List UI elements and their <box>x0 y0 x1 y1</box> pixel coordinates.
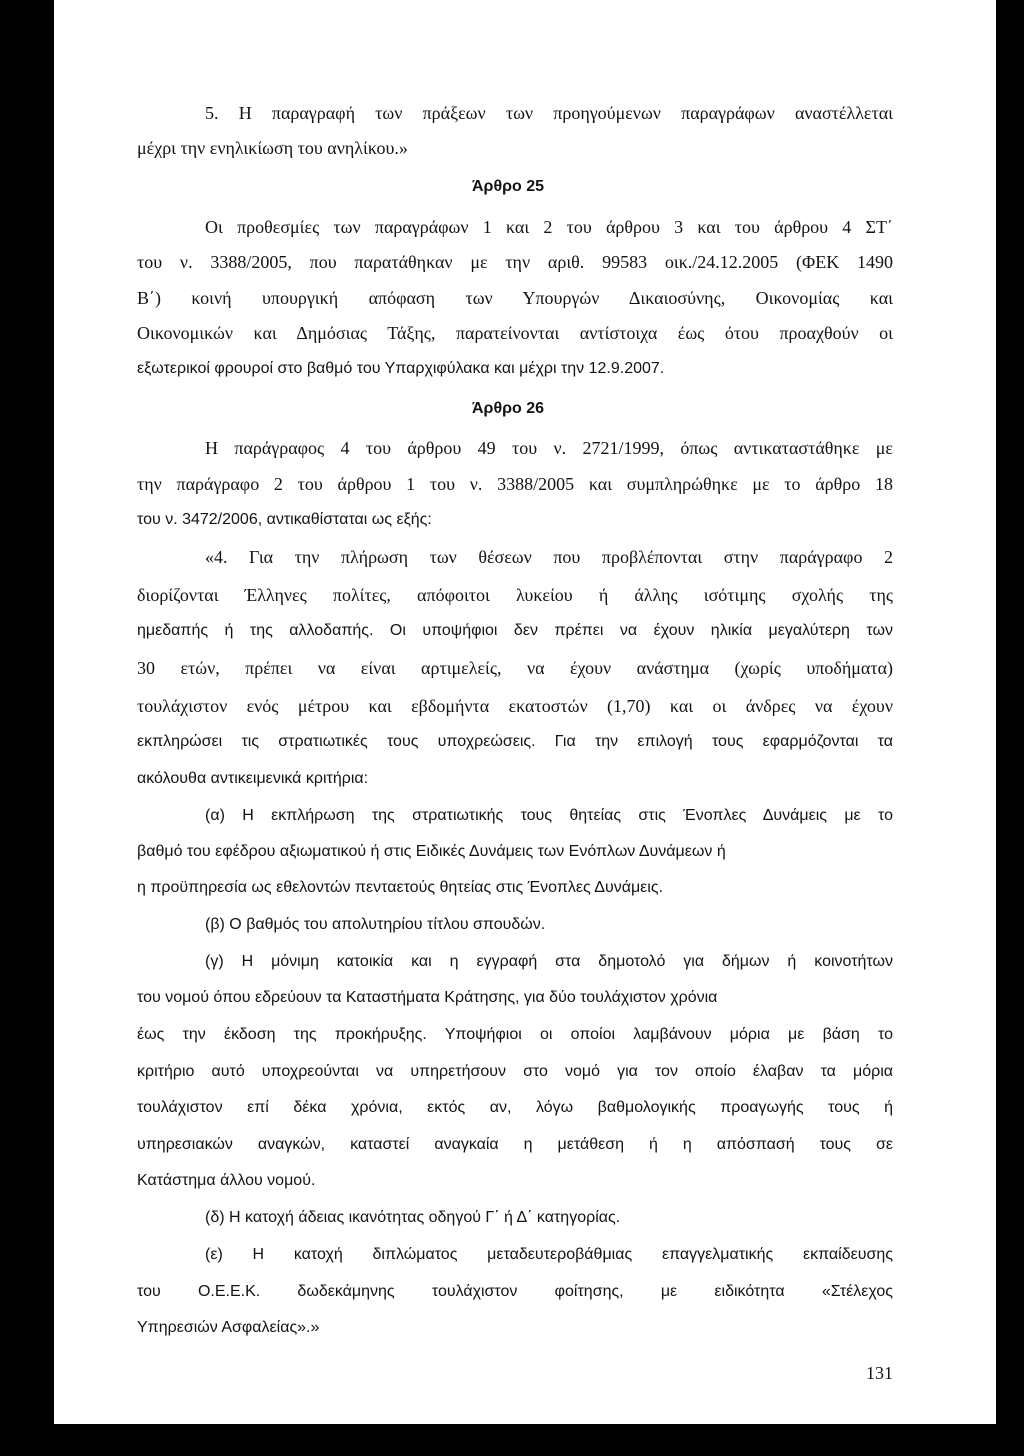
list-item: (ε) Η κατοχή διπλώματος μεταδευτεροβάθμιας επαγγελματικής εκπαίδευσης <box>205 1246 893 1263</box>
text-line: του νομού όπου εδρεύουν τα Καταστήματα Κράτησης, για δύο τουλάχιστον χρόνια <box>137 989 718 1006</box>
text-line: Υπηρεσιών Ασφαλείας».» <box>137 1319 320 1336</box>
text-line: την παράγραφο 2 του άρθρου 1 του ν. 3388/2005 και συμπληρώθηκε με το άρθρο 18 <box>137 474 893 494</box>
article-heading: Άρθρο 25 <box>471 178 544 195</box>
text-line: 5. Η παραγραφή των πράξεων των προηγούμενων παραγράφων αναστέλλεται <box>205 103 893 123</box>
list-item: (α) Η εκπλήρωση της στρατιωτικής τους θητείας στις Ένοπλες Δυνάμεις με το <box>205 807 893 824</box>
text-line: του Ο.Ε.Ε.Κ. δωδεκάμηνης τουλάχιστον φοίτησης, με ειδικότητα «Στέλεχος <box>137 1283 893 1300</box>
text-line: τουλάχιστον ενός μέτρου και εβδομήντα εκατοστών (1,70) και οι άνδρες να έχουν <box>137 696 893 716</box>
text-line: «4. Για την πλήρωση των θέσεων που προβλέπονται στην παράγραφο 2 <box>205 547 893 567</box>
text-line: βαθμό του εφέδρου αξιωματικού ή στις Ειδικές Δυνάμεις των Ενόπλων Δυνάμεων ή <box>137 843 726 860</box>
text-line: η προϋπηρεσία ως εθελοντών πενταετούς θητείας στις Ένοπλες Δυνάμεις. <box>137 879 664 896</box>
article-heading: Άρθρο 26 <box>471 400 544 417</box>
text-line: εξωτερικοί φρουροί στο βαθμό του Υπαρχιφύλακα και μέχρι την 12.9.2007. <box>137 360 665 377</box>
text-line: μέχρι την ενηλικίωση του ανηλίκου.» <box>137 138 408 158</box>
text-line: ακόλουθα αντικειμενικά κριτήρια: <box>137 770 369 787</box>
text-line: κριτήριο αυτό υποχρεούνται να υπηρετήσουν στο νομό για τον οποίο έλαβαν τα μόρια <box>137 1063 893 1080</box>
text-line: 30 ετών, πρέπει να είναι αρτιμελείς, να έχουν ανάστημα (χωρίς υποδήματα) <box>137 658 893 678</box>
text-line: Β΄) κοινή υπουργική απόφαση των Υπουργών Δικαιοσύνης, Οικονομίας και <box>137 288 893 308</box>
text-line: έως την έκδοση της προκήρυξης. Υποψήφιοι οι οποίοι λαμβάνουν μόρια με βάση το <box>137 1026 893 1043</box>
text-line: του ν. 3388/2005, που παρατάθηκαν με την αριθ. 99583 οικ./24.12.2005 (ΦΕΚ 1490 <box>137 252 893 272</box>
text-line: εκπληρώσει τις στρατιωτικές τους υποχρεώσεις. Για την επιλογή τους εφαρμόζονται τα <box>137 733 893 750</box>
list-item: (β) Ο βαθμός του απολυτηρίου τίτλου σπουδών. <box>205 916 546 933</box>
page-number: 131 <box>866 1363 893 1383</box>
text-line: Οι προθεσμίες των παραγράφων 1 και 2 του άρθρου 3 και του άρθρου 4 ΣΤ΄ <box>205 217 893 237</box>
text-line: διορίζονται Έλληνες πολίτες, απόφοιτοι λυκείου ή άλλης ισότιμης σχολής της <box>137 585 893 605</box>
text-line: Η παράγραφος 4 του άρθρου 49 του ν. 2721/1999, όπως αντικαταστάθηκε με <box>205 438 893 458</box>
list-item: (δ) Η κατοχή άδειας ικανότητας οδηγού Γ΄ ή Δ΄ κατηγορίας. <box>205 1209 621 1226</box>
text-line: υπηρεσιακών αναγκών, καταστεί αναγκαία η μετάθεση ή η απόσπασή τους σε <box>137 1136 893 1153</box>
text-line: Κατάστημα άλλου νομού. <box>137 1172 316 1189</box>
list-item: (γ) Η μόνιμη κατοικία και η εγγραφή στα δημοτολό για δήμων ή κοινοτήτων <box>205 953 893 970</box>
text-line: ημεδαπής ή της αλλοδαπής. Οι υποψήφιοι δεν πρέπει να έχουν ηλικία μεγαλύτερη των <box>137 622 893 639</box>
text-line: Οικονομικών και Δημόσιας Τάξης, παρατείνονται αντίστοιχα έως ότου προαχθούν οι <box>137 323 893 343</box>
text-line: τουλάχιστον επί δέκα χρόνια, εκτός αν, λόγω βαθμολογικής προαγωγής τους ή <box>137 1099 893 1116</box>
text-line: του ν. 3472/2006, αντικαθίσταται ως εξής: <box>137 511 432 528</box>
